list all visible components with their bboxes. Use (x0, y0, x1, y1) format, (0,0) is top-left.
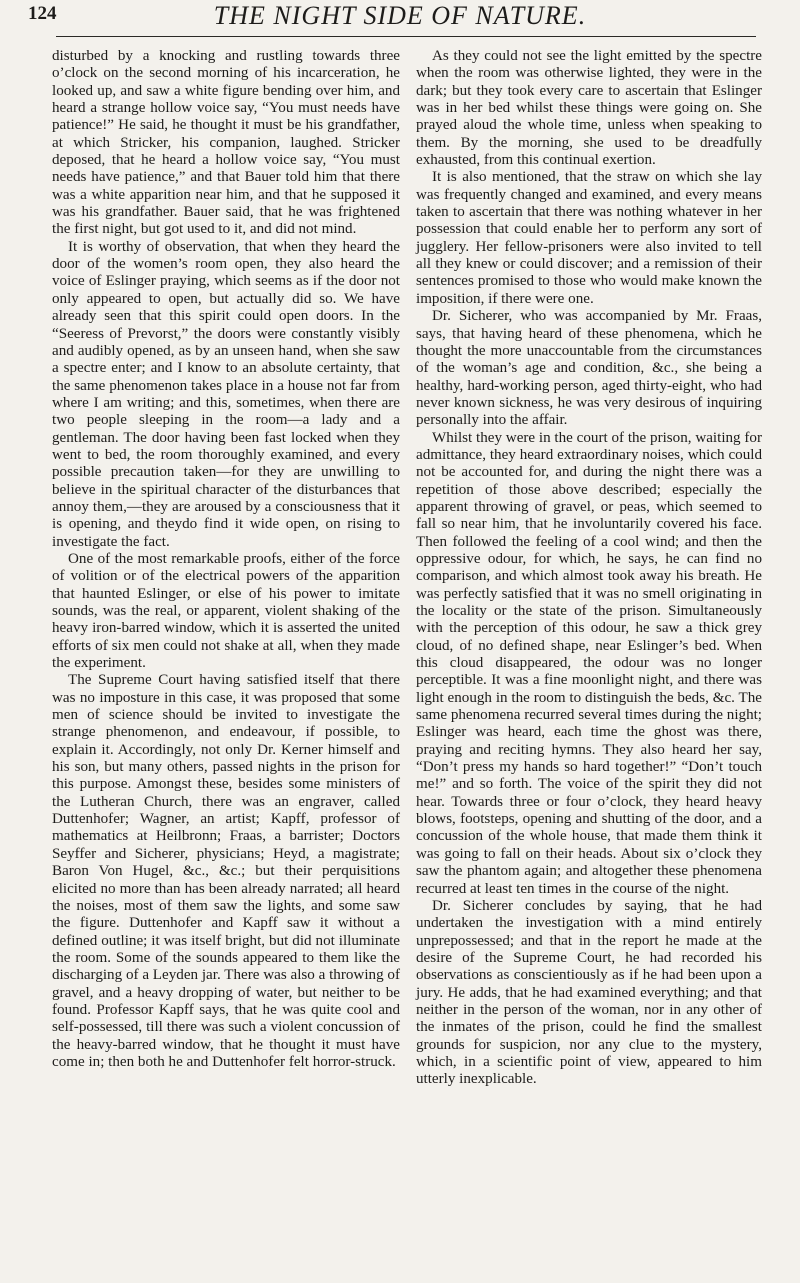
page-number: 124 (28, 3, 57, 24)
paragraph: The Supreme Court having satisfied itself that there was no imposture in this case, it was proposed that some men of science should be invited to investigate the strange phenomenon, and endeavour, if possible, to explain it. Accordingly, not only Dr. Kerner himself and his son, but many others, passed nights in the prison for this purpose. Amongst these, besides some ministers of the Lutheran Church, there was an engraver, called Duttenhofer; Wagner, an artist; Kapff, professor of mathematics at Heilbronn; Fraas, a barrister; Doctors Seyffer and Sicherer, physicians; Heyd, a magistrate; Baron Von Hugel, &c., &c.; but their perquisitions elicited no more than has been already narrated; all heard the noises, most of them saw the lights, and some saw the figure. Duttenhofer and Kapff saw it without a defined outline; it was itself bright, but did not illuminate the room. Some of the sounds appeared to them like the discharging of a Leyden jar. There was also a throwing of gravel, and a heavy dropping of water, but neither to be found. Professor Kapff says, that he was quite cool and self-possessed, till there was such a violent concussion of the heavy-barred window, that he thought it must have come in; then both he and Duttenhofer felt horror-struck. (52, 672, 400, 1070)
paragraph: As they could not see the light emitted by the spectre when the room was otherwise lighted, they were in the dark; but they took every care to ascertain that Eslinger was in her bed whilst these things were going on. She prayed aloud the whole time, unless when speaking to them. By the morning, she used to be dreadfully exhausted, from this continual exertion. (416, 48, 762, 169)
right-column (416, 48, 762, 1089)
running-title: THE NIGHT SIDE OF NATURE. (213, 1, 587, 30)
header-rule (56, 36, 756, 37)
paragraph: One of the most remarkable proofs, either of the force of volition or of the electrical powers of the apparition that haunted Eslinger, or else of his power to imitate sounds, was the real, or apparent, violent shaking of the heavy iron-barred window, which it is asserted the united efforts of six men could not shake at all, when they made the experiment. (52, 550, 400, 672)
paragraph: Whilst they were in the court of the prison, waiting for admittance, they heard extraordinary noises, which could not be accounted for, and during the night there was a repetition of those above described; especially the apparent throwing of gravel, or peas, which seemed to fall so near him, that he involuntarily covered his face. Then followed the feeling of a cool wind; and then the oppressive odour, for which, he says, he can find no comparison, and which almost took away his breath. He was perfectly satisfied that it was no smell originating in the locality or the state of the prison. Simultaneously with the perception of this odour, he saw a thick grey cloud, of no defined shape, near Eslinger’s bed. When this cloud disappeared, the odour was no longer perceptible. It was a fine moonlight night, and there was light enough in the room to distinguish the beds, &c. The same phenomena recurred several times during the night; Eslinger was heard, each time the ghost was there, praying and reciting hymns. They also heard her say, “Don’t press my hands so hard together!” “Don’t touch me!” and so forth. The voice of the spirit they did not hear. Towards three or four o’clock, they heard heavy blows, footsteps, opening and shutting of the door, and a concussion of the whole house, that made them think it was going to fall on their heads. About six o’clock they saw the phantom again; and altogether these phenomena recurred at least ten times in the course of the night. (416, 429, 762, 897)
paragraph: It is worthy of observation, that when they heard the door of the women’s room open, they also heard the voice of Eslinger praying, which seems as if the door not only appeared to open, but actually did so. We have already seen that this spirit could open doors. In the “Seeress of Prevorst,” the doors were constantly visibly and audibly opened, as by an unseen hand, when she saw a spectre enter; and I know to an absolute certainty, that the same phenomenon takes place in a house not far from where I am writing; and this, sometimes, when there are two people sleeping in the room—a lady and a gentleman. The door having been fast locked when they went to bed, the room thoroughly examined, and every possible precaution taken—for they are unwilling to believe in the spiritual character of the disturbances that annoy them,—they are aroused by a consciousness that it is opening, and theydo find it wide open, on rising to investigate the fact. (52, 238, 400, 550)
paragraph: Dr. Sicherer concludes by saying, that he had undertaken the investigation with a mind entirely unprepossessed; and that in the report he made at the desire of the Supreme Court, he had recorded his observations as conscientiously as if he had been upon a jury. He adds, that he had examined everything; and that neither in the person of the woman, nor in any other of the inmates of the prison, could he find the smallest grounds for suspicion, nor any clue to the mystery, which, in a scientific point of view, appeared to him utterly inexplicable. (416, 897, 762, 1088)
paragraph: It is also mentioned, that the straw on which she lay was frequently changed and examined, and every means taken to ascertain that there was nothing whatever in her possession that could enable her to perform any sort of jugglery. Her fellow-prisoners were also invited to tell all they knew or could discover; and a remission of their sentences promised to those who would make known the imposition, if there were one. (416, 169, 762, 307)
left-column (52, 48, 400, 1071)
paragraph: disturbed by a knocking and rustling towards three o’clock on the second morning of his incarceration, he looked up, and saw a white figure bending over him, and heard a strange hollow voice say, “You must needs have patience!” He said, he thought it must be his grandfather, at which Stricker, his companion, laughed. Stricker deposed, that he heard a hollow voice say, “You must needs have patience,” and that Bauer told him that there was a white apparition near him, and that he supposed it was his grandfather. Bauer said, that he was frightened the first night, but got used to it, and did not mind. (52, 48, 400, 238)
paragraph: Dr. Sicherer, who was accompanied by Mr. Fraas, says, that having heard of these phenomena, which he thought the more unaccountable from the circumstances of the woman’s age and condition, &c., she being a healthy, hard-working person, aged thirty-eight, who had never known sickness, he was very desirous of inquiring personally into the affair. (416, 308, 762, 429)
